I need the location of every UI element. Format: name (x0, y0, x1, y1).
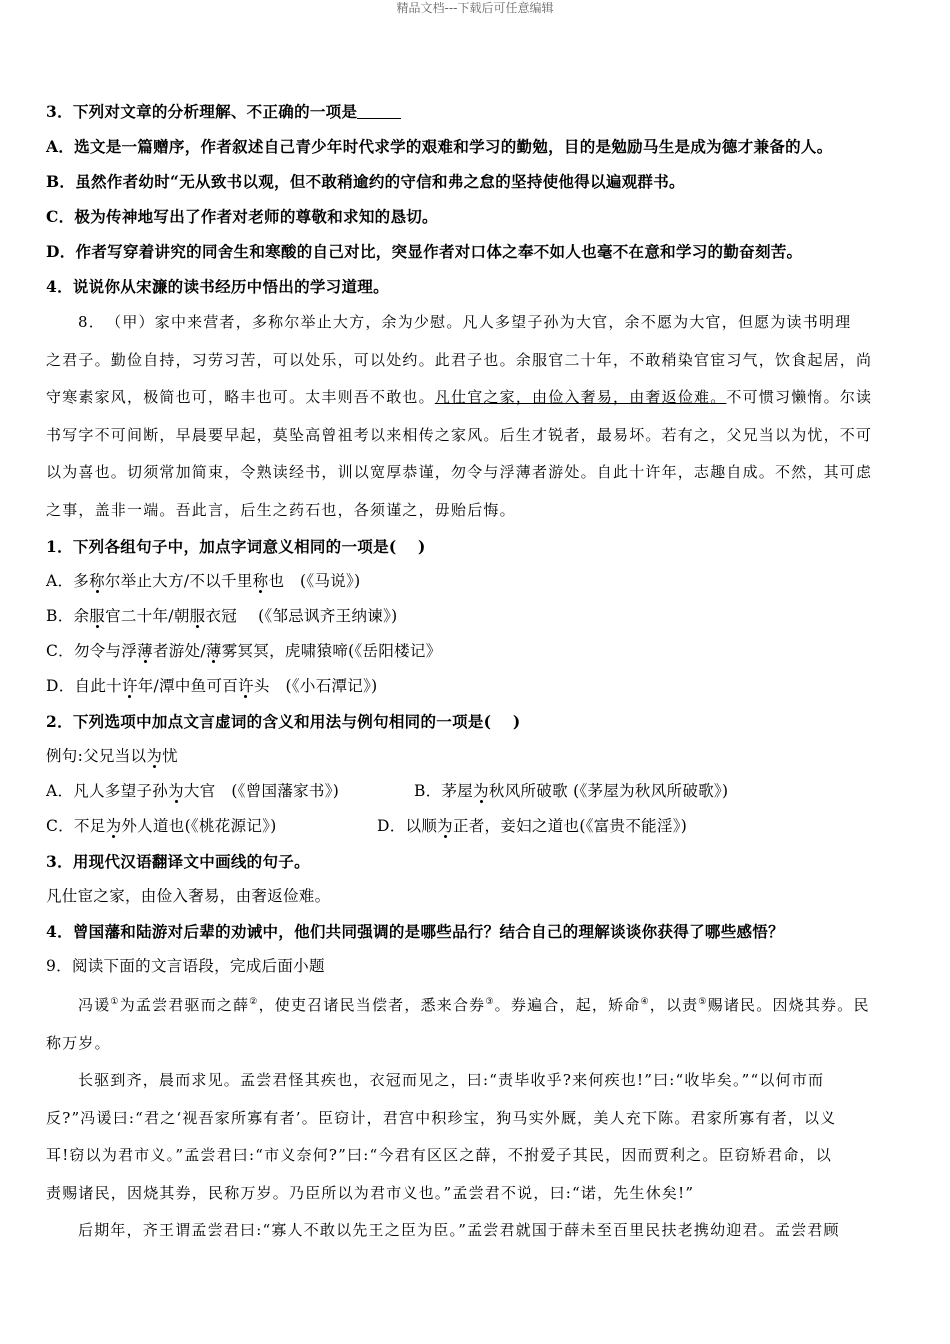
question-4: 4．说说你从宋濂的读书经历中悟出的学习道理。 (46, 277, 389, 296)
passage-line: 守寒素家风，极简也可，略丰也可。太丰则吾不敢也。凡仕官之家，由俭入奢易，由奢返俭难。不可惯习懒惰。尔读 (46, 388, 873, 406)
question-8-1: 1．下列各组句子中，加点字词意义相同的一项是( ) (46, 537, 426, 556)
passage-line: 之君子。勤俭自持，习劳习苦，可以处乐，可以处约。此君子也。余服官二十年，不敢稍染官宦习气，饮食起居，尚 (46, 350, 873, 369)
passage-9 (46, 984, 906, 1250)
option-d: D．以顺为正者，妾妇之道也(《富贵不能淫》) (377, 817, 688, 835)
question-9: 9．阅读下面的文言语段，完成后面小题 (46, 957, 325, 975)
passage-line: 反?”冯谖曰:“君之‘视吾家所寡有者’。臣窃计，君宫中积珍宝，狗马实外厩，美人充下陈。君家所寡有者，以义 (46, 1108, 837, 1127)
question-8-3: 3．用现代汉语翻译文中画线的句子。 (46, 852, 310, 871)
passage-line: 后期年，齐王谓孟尝君曰:“寡人不敢以先王之臣为臣。”孟尝君就国于薛未至百里民扶老携幼迎君。孟尝君顾 (78, 1221, 840, 1239)
passage-line: 称万岁。 (46, 1033, 111, 1052)
option-a: A．选文是一篇赠序，作者叙述自己青少年时代求学的艰难和学习的勤勉，目的是勉励马生是成为德才兼备的人。 (46, 137, 833, 156)
option-b: B．虽然作者幼时“无从致书以观，但不敢稍逾约的守信和弗之怠的坚持使他得以遍观群书。 (46, 172, 685, 191)
translate-sentence: 凡仕宦之家，由俭入奢易，由奢返俭难。 (46, 887, 331, 905)
option-c: C．极为传神地写出了作者对老师的尊敬和求知的恳切。 (46, 207, 438, 226)
option-d: D．自此十许年/潭中鱼可百许头 (《小石潭记》) (46, 677, 378, 695)
passage-line: 冯谖①为孟尝君驱而之薛②，使吏召诸民当偿者，悉来合券③。券遍合，起，矫命④，以责⑤赐诸民。因烧其券。民 (78, 996, 870, 1014)
option-b: B．余服官二十年/朝服衣冠 (《邹忌讽齐王纳谏》) (46, 607, 398, 625)
passage-line: 书写字不可间断，早晨要早起，莫坠高曾祖考以来相传之家风。后生才锐者，最易坏。若有之，父兄当以为忧，不可 (46, 425, 873, 444)
option-c: C．勿令与浮薄者游处/薄雾冥冥，虎啸猿啼(《岳阳楼记》 (46, 642, 442, 660)
passage-line: 8． （甲）家中来营者，多称尔举止大方，余为少慰。凡人多望子孙为大官，余不愿为大官，但愿为读书明理 (78, 313, 852, 331)
option-b: B．茅屋为秋风所破歌 (《茅屋为秋风所破歌》) (414, 782, 729, 800)
example-sentence: 例句:父兄当以为忧 (46, 747, 178, 765)
question-8-4: 4．曾国藩和陆游对后辈的劝诫中，他们共同强调的是哪些品行？结合自己的理解谈谈你获得了哪些感悟？ (46, 922, 784, 941)
passage-line: 长驱到齐，晨而求见。孟尝君怪其疾也，衣冠而见之，曰:“责毕收乎?来何疾也!”曰:“收毕矣。”“以何市而 (78, 1071, 825, 1089)
passage-8 (46, 304, 906, 529)
passage-line: 耳!窃以为君市义。”孟尝君曰:“市义奈何?”曰:“今君有区区之薛，不拊爱子其民，因而贾利之。臣窃矫君命，以 (46, 1146, 832, 1164)
option-d: D．作者写穿着讲究的同舍生和寒酸的自己对比，突显作者对口体之奉不如人也毫不在意和学习的勤奋刻苦。 (46, 242, 803, 261)
passage-line: 之事，盖非一端。吾此言，后生之药石也，各须谨之，毋贻后悔。 (46, 500, 516, 519)
answer-blank (357, 104, 401, 119)
passage-line: 责赐诸民，因烧其券，民称万岁。乃臣所以为君市义也。”孟尝君不说，曰:“诺，先生休矣!” (46, 1183, 695, 1202)
options-row-ab (46, 774, 906, 809)
option-a: A．凡人多望子孙为大官 (《曾国藩家书》) (46, 782, 340, 800)
option-c: C．不足为外人道也(《桃花源记》) (46, 817, 277, 835)
passage-line: 以为喜也。切须常加简束，令熟读经书，训以宽厚恭谨，勿令与浮薄者游处。自此十许年，志趣自成。不然，其可虑 (46, 463, 873, 481)
document-body (46, 94, 906, 1250)
option-a: A．多称尔举止大方/不以千里称也 (《马说》) (46, 572, 361, 590)
page-header: 精品文档---下载后可任意编辑 (396, 1, 554, 15)
options-row-cd (46, 809, 906, 844)
question-3-title: 3．下列对文章的分析理解、不正确的一项是 (46, 94, 906, 129)
underlined-sentence: 凡仕官之家，由俭入奢易，由奢返俭难。 (434, 388, 727, 406)
question-8-2: 2．下列选项中加点文言虚词的含义和用法与例句相同的一项是( ) (46, 712, 521, 731)
